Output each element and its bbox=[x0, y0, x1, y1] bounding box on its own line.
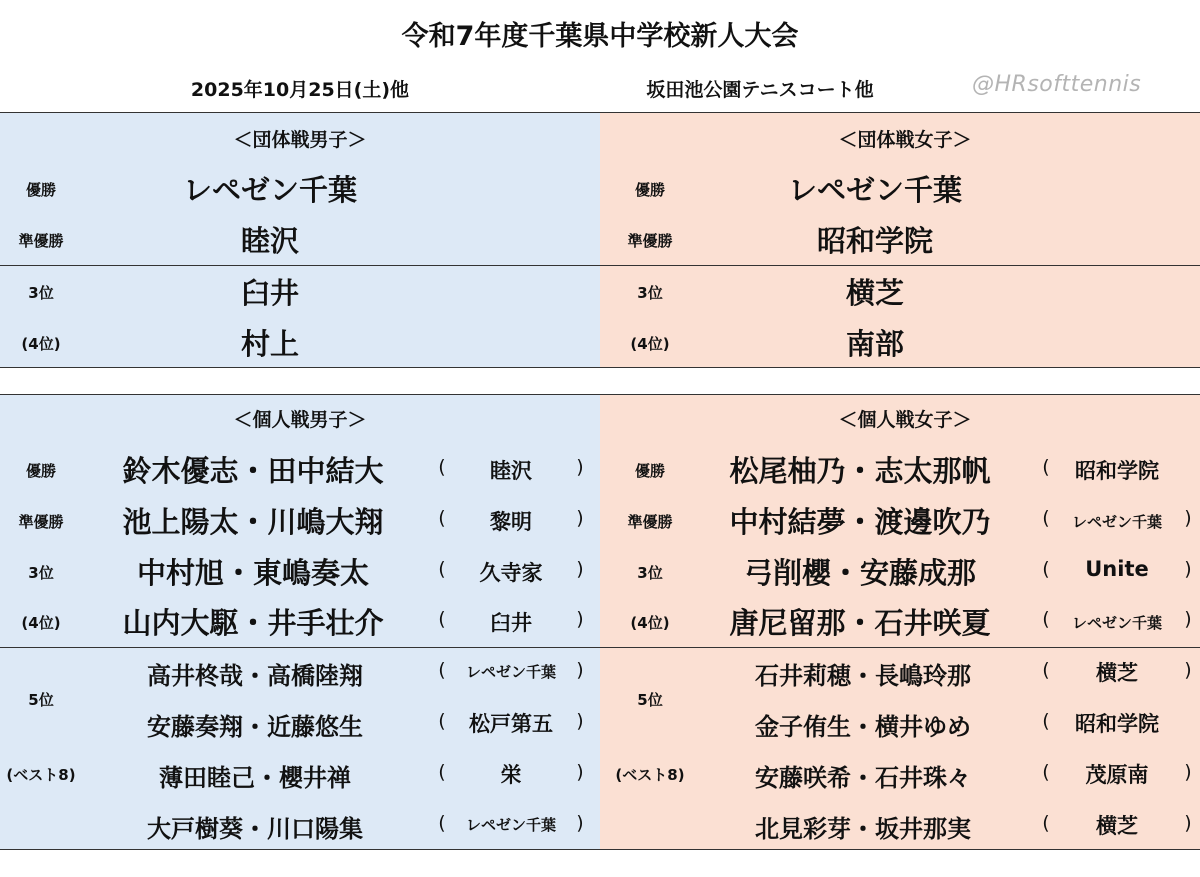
rank-label: 3位 bbox=[637, 284, 663, 302]
paren-open: ( bbox=[1042, 761, 1050, 783]
rule-team-bottom bbox=[0, 367, 1200, 368]
paren-open: ( bbox=[438, 558, 446, 580]
team-name: 南部 bbox=[845, 327, 904, 361]
pair-names: 北見彩芽・坂井那実 bbox=[755, 815, 971, 843]
team-name: 横芝 bbox=[845, 276, 904, 310]
paren-open: ( bbox=[1042, 710, 1050, 732]
rank-label: 3位 bbox=[28, 284, 54, 302]
team-name: 村上 bbox=[240, 327, 299, 361]
rank-label: (4位) bbox=[21, 614, 61, 632]
pair-names: 鈴木優志・田中結大 bbox=[122, 454, 384, 488]
school-name: 昭和学院 bbox=[1075, 459, 1159, 483]
team-name: 睦沢 bbox=[240, 224, 299, 258]
team-name: レペゼン千葉 bbox=[182, 173, 357, 207]
school-name: 黎明 bbox=[490, 510, 532, 534]
paren-open: ( bbox=[438, 761, 446, 783]
paren-close: ) bbox=[576, 659, 584, 681]
paren-close: ) bbox=[1184, 558, 1192, 580]
best8-sub-label: (ベスト8) bbox=[6, 766, 76, 784]
rule-ind-top bbox=[0, 394, 1200, 395]
rank-label: 準優勝 bbox=[627, 232, 673, 250]
school-name: レペゼン千葉 bbox=[465, 816, 556, 834]
team-name: 昭和学院 bbox=[816, 224, 933, 258]
team-name: 臼井 bbox=[240, 276, 299, 310]
paren-open: ( bbox=[1042, 456, 1050, 478]
school-name: 臼井 bbox=[490, 611, 532, 635]
paren-close: ) bbox=[1184, 812, 1192, 834]
school-name: Unite bbox=[1085, 557, 1149, 581]
paren-close: ) bbox=[576, 761, 584, 783]
best8-label: 5位 bbox=[28, 691, 54, 709]
pair-names: 安藤奏翔・近藤悠生 bbox=[147, 713, 363, 741]
paren-open: ( bbox=[1042, 558, 1050, 580]
pair-names: 唐尼留那・石井咲夏 bbox=[729, 606, 991, 640]
rank-label: (4位) bbox=[630, 614, 670, 632]
rank-label: 3位 bbox=[28, 564, 54, 582]
pair-names: 中村結夢・渡邊吹乃 bbox=[729, 505, 991, 539]
school-name: 横芝 bbox=[1096, 814, 1138, 838]
rank-label: 優勝 bbox=[25, 462, 56, 480]
rank-label: 優勝 bbox=[634, 181, 665, 199]
team-boys-heading: ＜団体戦男子＞ bbox=[233, 129, 367, 151]
paren-close: ) bbox=[1184, 659, 1192, 681]
pair-names: 薄田睦己・櫻井禅 bbox=[159, 764, 351, 792]
event-venue: 坂田池公園テニスコート他 bbox=[646, 79, 874, 101]
school-name: レペゼン千葉 bbox=[1071, 614, 1162, 632]
rank-label: 準優勝 bbox=[18, 513, 64, 531]
pair-names: 中村旭・東嶋奏太 bbox=[136, 556, 369, 590]
ind-girls-heading: ＜個人戦女子＞ bbox=[838, 409, 972, 431]
rank-label: 3位 bbox=[637, 564, 663, 582]
rank-label: 優勝 bbox=[634, 462, 665, 480]
paren-close: ) bbox=[576, 608, 584, 630]
team-name: レペゼン千葉 bbox=[787, 173, 962, 207]
ind-boys-heading: ＜個人戦男子＞ bbox=[233, 409, 367, 431]
paren-close: ) bbox=[576, 456, 584, 478]
rank-label: (4位) bbox=[21, 335, 61, 353]
school-name: 横芝 bbox=[1096, 661, 1138, 685]
paren-open: ( bbox=[438, 507, 446, 529]
watermark: @HRsofttennis bbox=[972, 72, 1142, 97]
school-name: 昭和学院 bbox=[1075, 712, 1159, 736]
rank-label: (4位) bbox=[630, 335, 670, 353]
page-title: 令和7年度千葉県中学校新人大会 bbox=[401, 21, 799, 52]
school-name: 松戸第五 bbox=[469, 712, 553, 736]
paren-close: ) bbox=[1184, 608, 1192, 630]
pair-names: 金子侑生・横井ゆめ bbox=[755, 713, 971, 741]
school-name: 久寺家 bbox=[479, 561, 543, 585]
team-girls-heading: ＜団体戦女子＞ bbox=[838, 129, 972, 151]
paren-close: ) bbox=[1184, 761, 1192, 783]
school-name: 茂原南 bbox=[1085, 763, 1149, 787]
pair-names: 弓削櫻・安藤成那 bbox=[743, 556, 976, 590]
rank-label: 準優勝 bbox=[627, 513, 673, 531]
pair-names: 石井莉穂・長嶋玲那 bbox=[755, 662, 971, 690]
paren-close: ) bbox=[576, 507, 584, 529]
event-date: 2025年10月25日(土)他 bbox=[190, 79, 410, 101]
school-name: レペゼン千葉 bbox=[1071, 513, 1162, 531]
pair-names: 松尾柚乃・志太那帆 bbox=[729, 454, 991, 488]
school-name: レペゼン千葉 bbox=[465, 663, 556, 681]
rule-ind-mid bbox=[0, 647, 1200, 648]
paren-open: ( bbox=[1042, 812, 1050, 834]
paren-open: ( bbox=[438, 608, 446, 630]
paren-open: ( bbox=[438, 710, 446, 732]
school-name: 睦沢 bbox=[490, 459, 532, 483]
pair-names: 高井柊哉・高橋陸翔 bbox=[147, 662, 363, 690]
pair-names: 大戸樹葵・川口陽集 bbox=[147, 815, 363, 843]
rule-ind-bottom bbox=[0, 849, 1200, 850]
pair-names: 安藤咲希・石井珠々 bbox=[755, 764, 971, 792]
paren-open: ( bbox=[1042, 507, 1050, 529]
rule-team-mid bbox=[0, 265, 1200, 266]
paren-open: ( bbox=[1042, 608, 1050, 630]
best8-label: 5位 bbox=[637, 691, 663, 709]
best8-sub-label: (ベスト8) bbox=[615, 766, 685, 784]
rank-label: 準優勝 bbox=[18, 232, 64, 250]
paren-close: ) bbox=[1184, 507, 1192, 529]
paren-open: ( bbox=[438, 812, 446, 834]
paren-close: ) bbox=[576, 812, 584, 834]
pair-names: 池上陽太・川嶋大翔 bbox=[122, 505, 384, 539]
school-name: 栄 bbox=[500, 763, 522, 787]
rule-top bbox=[0, 112, 1200, 113]
paren-open: ( bbox=[1042, 659, 1050, 681]
rank-label: 優勝 bbox=[25, 181, 56, 199]
paren-open: ( bbox=[438, 456, 446, 478]
paren-close: ) bbox=[576, 710, 584, 732]
pair-names: 山内大駆・井手壮介 bbox=[122, 606, 384, 640]
paren-open: ( bbox=[438, 659, 446, 681]
paren-close: ) bbox=[576, 558, 584, 580]
